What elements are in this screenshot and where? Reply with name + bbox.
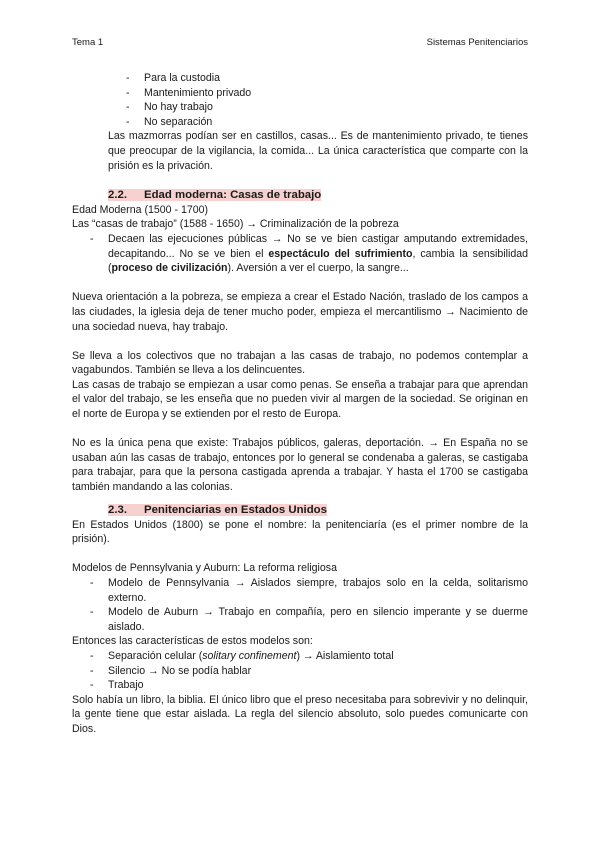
list-item: - Modelo de Auburn → Trabajo en compañía, pero en silencio imperante y se duerme aislado. — [90, 606, 528, 633]
section-number: 2.3. — [108, 503, 127, 516]
paragraph: Nueva orientación a la pobreza, se empieza a crear el Estado Nación, traslado de los campos a las ciudades, la iglesia deja de tener mucho poder, empieza el mercantilismo → Nacimiento de una sociedad nueva, hay trabajo. — [72, 291, 528, 333]
paragraph: Solo había un libro, la biblia. El único libro que el preso necesitaba para sobrevivir y no delinquir, la gente tiene que estar aislada. La regla del silencio absoluto, solo puedes comunicarte con Dios. — [72, 693, 528, 735]
list-item: - Para la custodia — [126, 72, 220, 84]
list-item: - No separación — [126, 115, 213, 128]
dash-bullet: - — [126, 72, 130, 84]
dash-bullet: - — [90, 232, 94, 245]
dash-bullet: - — [90, 577, 94, 589]
characteristics-list — [72, 649, 528, 693]
paragraph: No es la única pena que existe: Trabajos públicos, galeras, deportación. → En España no se usaban aún las casas de trabajo, entonces por lo general se condenaba a galeras, se castigaba para trabajar, para que la persona castigada aprenda a trabajar. Y hasta el 1700 se castigaba también mandando a las colonias. — [72, 437, 528, 494]
list-item: - Modelo de Pennsylvania → Aislados siempre, trabajos solo en la celda, solitarismo externo. — [90, 577, 528, 604]
list-item: - Separación celular (solitary confinement) → Aislamiento total — [90, 649, 394, 662]
header-subject: Sistemas Penitenciarios — [426, 37, 528, 48]
paragraph: Las “casas de trabajo” (1588 - 1650) → Criminalización de la pobreza — [72, 218, 399, 231]
paragraph: Entonces las características de estos modelos son: — [72, 635, 313, 648]
section-title: Edad moderna: Casas de trabajo — [144, 188, 322, 201]
prison-features-list — [72, 71, 528, 129]
models-list — [72, 576, 528, 634]
intro-paragraph: Las mazmorras podían ser en castillos, casas... Es de mantenimiento privado, te tienes que preocupar de la vigilancia, la comida... La única característica que comparte con la prisión es la privación. — [108, 130, 528, 172]
list-item: - Silencio → No se podía hablar — [90, 664, 252, 677]
dash-bullet: - — [126, 115, 130, 128]
header-topic: Tema 1 — [72, 37, 104, 48]
dash-bullet: - — [126, 86, 130, 99]
list-item: - Decaen las ejecuciones públicas → No se ve bien castigar amputando extremidades, decapitando... No se ve bien el espectáculo del sufrimiento, cambia la sensibilidad (proceso de civilización). Aversión a ver el cuerpo, la sangre... — [90, 232, 529, 275]
dash-bullet: - — [90, 606, 94, 619]
dash-bullet: - — [126, 101, 130, 114]
bold-term: espectáculo del sufrimiento — [268, 247, 413, 260]
list-item: - Trabajo — [90, 679, 144, 692]
page-content — [72, 71, 528, 737]
italic-term: solitary confinement — [202, 649, 297, 662]
section-number: 2.2. — [108, 188, 127, 201]
dash-bullet: - — [90, 664, 94, 677]
dash-bullet: - — [90, 649, 94, 662]
paragraph: Las casas de trabajo se empiezan a usar como penas. Se enseña a trabajar para que aprendan el valor del trabajo, se les enseña que no pueden vivir al margen de la sociedad. Se originan en el norte de Europa y se extienden por el resto de Europa. — [72, 378, 528, 421]
section-title: Penitenciarias en Estados Unidos — [144, 503, 327, 516]
dash-bullet: - — [90, 679, 94, 692]
section-heading-2-3 — [72, 503, 528, 518]
executions-list — [72, 232, 528, 276]
list-item: - Mantenimiento privado — [126, 86, 252, 99]
paragraph: En Estados Unidos (1800) se pone el nombre: la penitenciaría (es el primer nombre de la prisión). — [72, 518, 528, 546]
list-item: - No hay trabajo — [126, 101, 213, 114]
bold-term: proceso de civilización — [111, 262, 228, 275]
page-header — [72, 37, 528, 51]
paragraph: Edad Moderna (1500 - 1700) — [72, 203, 209, 216]
paragraph: Modelos de Pennsylvania y Auburn: La reforma religiosa — [72, 562, 337, 575]
paragraph: Se lleva a los colectivos que no trabajan a las casas de trabajo, no podemos contemplar a vagabundos. También se lleva a los delincuentes. — [72, 349, 528, 377]
section-heading-2-2 — [72, 188, 528, 203]
